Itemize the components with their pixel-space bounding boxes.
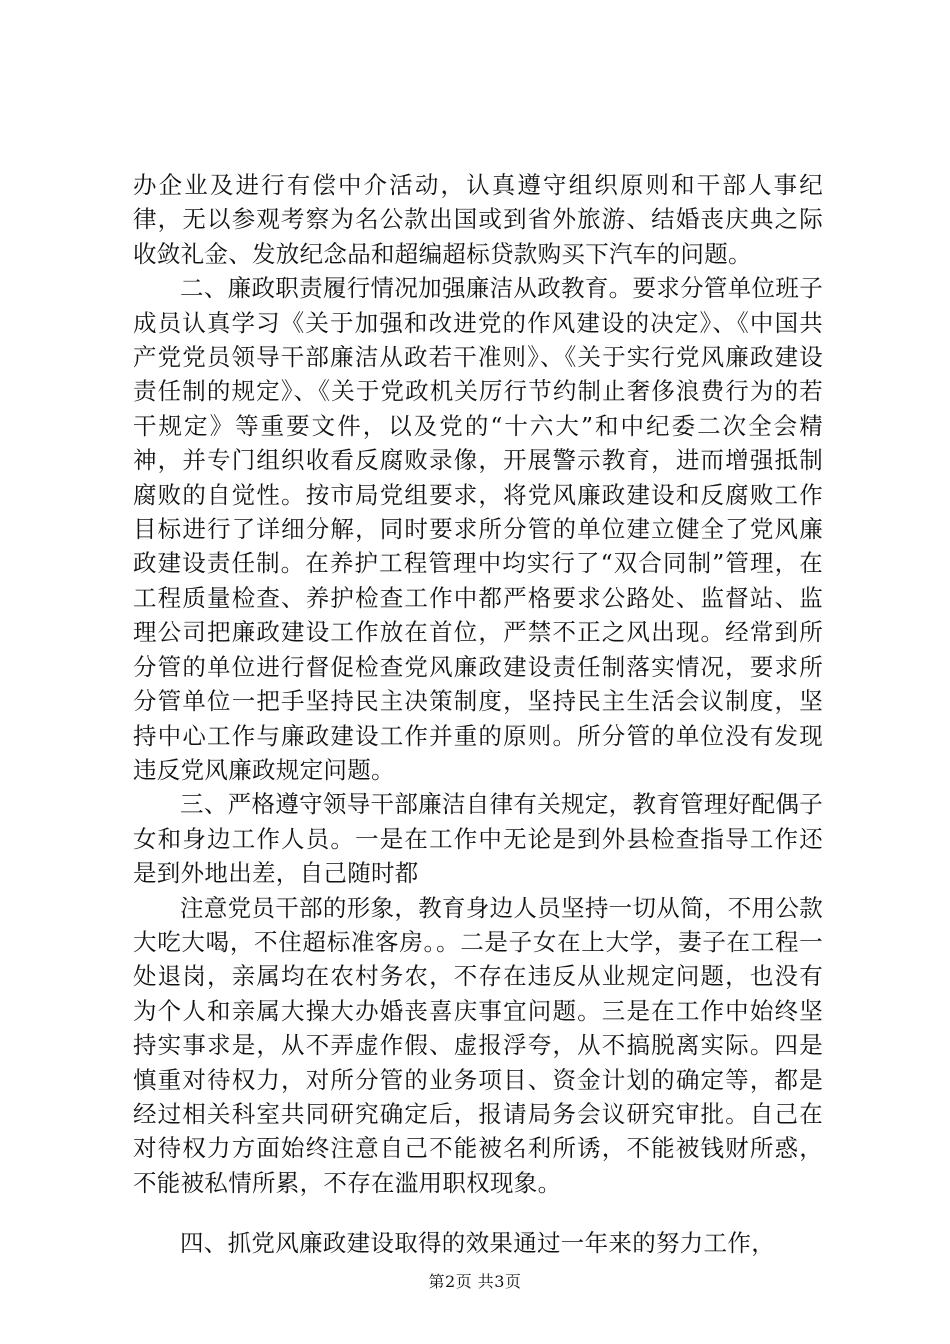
- paragraph-section-two: 二、廉政职责履行情况加强廉洁从政教育。要求分管单位班子成员认真学习《关于加强和改进党的作风建设的决定》、《中国共产党党员领导干部廉洁从政若干准则》、《关于实行党风廉政建设责任制的规定》、《关于党政机关厉行节约制止奢侈浪费行为的若干规定》等重要文件，以及党的“十六大”和中纪委二次全会精神，并专门组织收看反腐败录像，开展警示教育，进而增强抵制腐败的自觉性。按市局党组要求，将党风廉政建设和反腐败工作目标进行了详细分解，同时要求所分管的单位建立健全了党风廉政建设责任制。在养护工程管理中均实行了“双合同制”管理，在工程质量检查、养护检查工作中都严格要求公路处、监督站、监理公司把廉政建设工作放在首位，严禁不正之风出现。经常到所分管的单位进行督促检查党风廉政建设责任制落实情况，要求所分管单位一把手坚持民主决策制度，坚持民主生活会议制度，坚持中心工作与廉政建设工作并重的原则。所分管的单位没有发现违反党风廉政规定问题。: [133, 274, 823, 784]
- paragraph-continuation: 办企业及进行有偿中介活动，认真遵守组织原则和干部人事纪律，无以参观考察为名公款出国或到省外旅游、结婚丧庆典之际收敛礼金、发放纪念品和超编超标贷款购买下汽车的问题。: [133, 171, 823, 268]
- page-number-footer: 第2页 共3页: [428, 1272, 522, 1291]
- paragraph-section-three-cont: 注意党员干部的形象，教育身边人员坚持一切从简，不用公款大吃大喝，不住超标准客房。。二是子女在上大学，妻子在工程一处退岗，亲属均在农村务农，不存在违反从业规定问题，也没有为个人和亲属大操大办婚丧喜庆事宜问题。三是在工作中始终坚持实事求是，从不弄虚作假、虚报浮夸，从不搞脱离实际。四是慎重对待权力，对所分管的业务项目、资金计划的确定等，都是经过相关科室共同研究确定后，报请局务会议研究审批。自己在对待权力方面始终注意自己不能被名利所诱，不能被钱财所惑，不能被私情所累，不存在滥用职权现象。: [133, 893, 823, 1197]
- paragraph-section-four: 四、抓党风廉政建设取得的效果通过一年来的努力工作，: [180, 1229, 775, 1258]
- document-body: [133, 168, 823, 1261]
- paragraph-section-three: 三、严格遵守领导干部廉洁自律有关规定，教育管理好配偶子女和身边工作人员。一是在工作中无论是到外县检查指导工作还是到外地出差，自己随时都: [133, 790, 823, 888]
